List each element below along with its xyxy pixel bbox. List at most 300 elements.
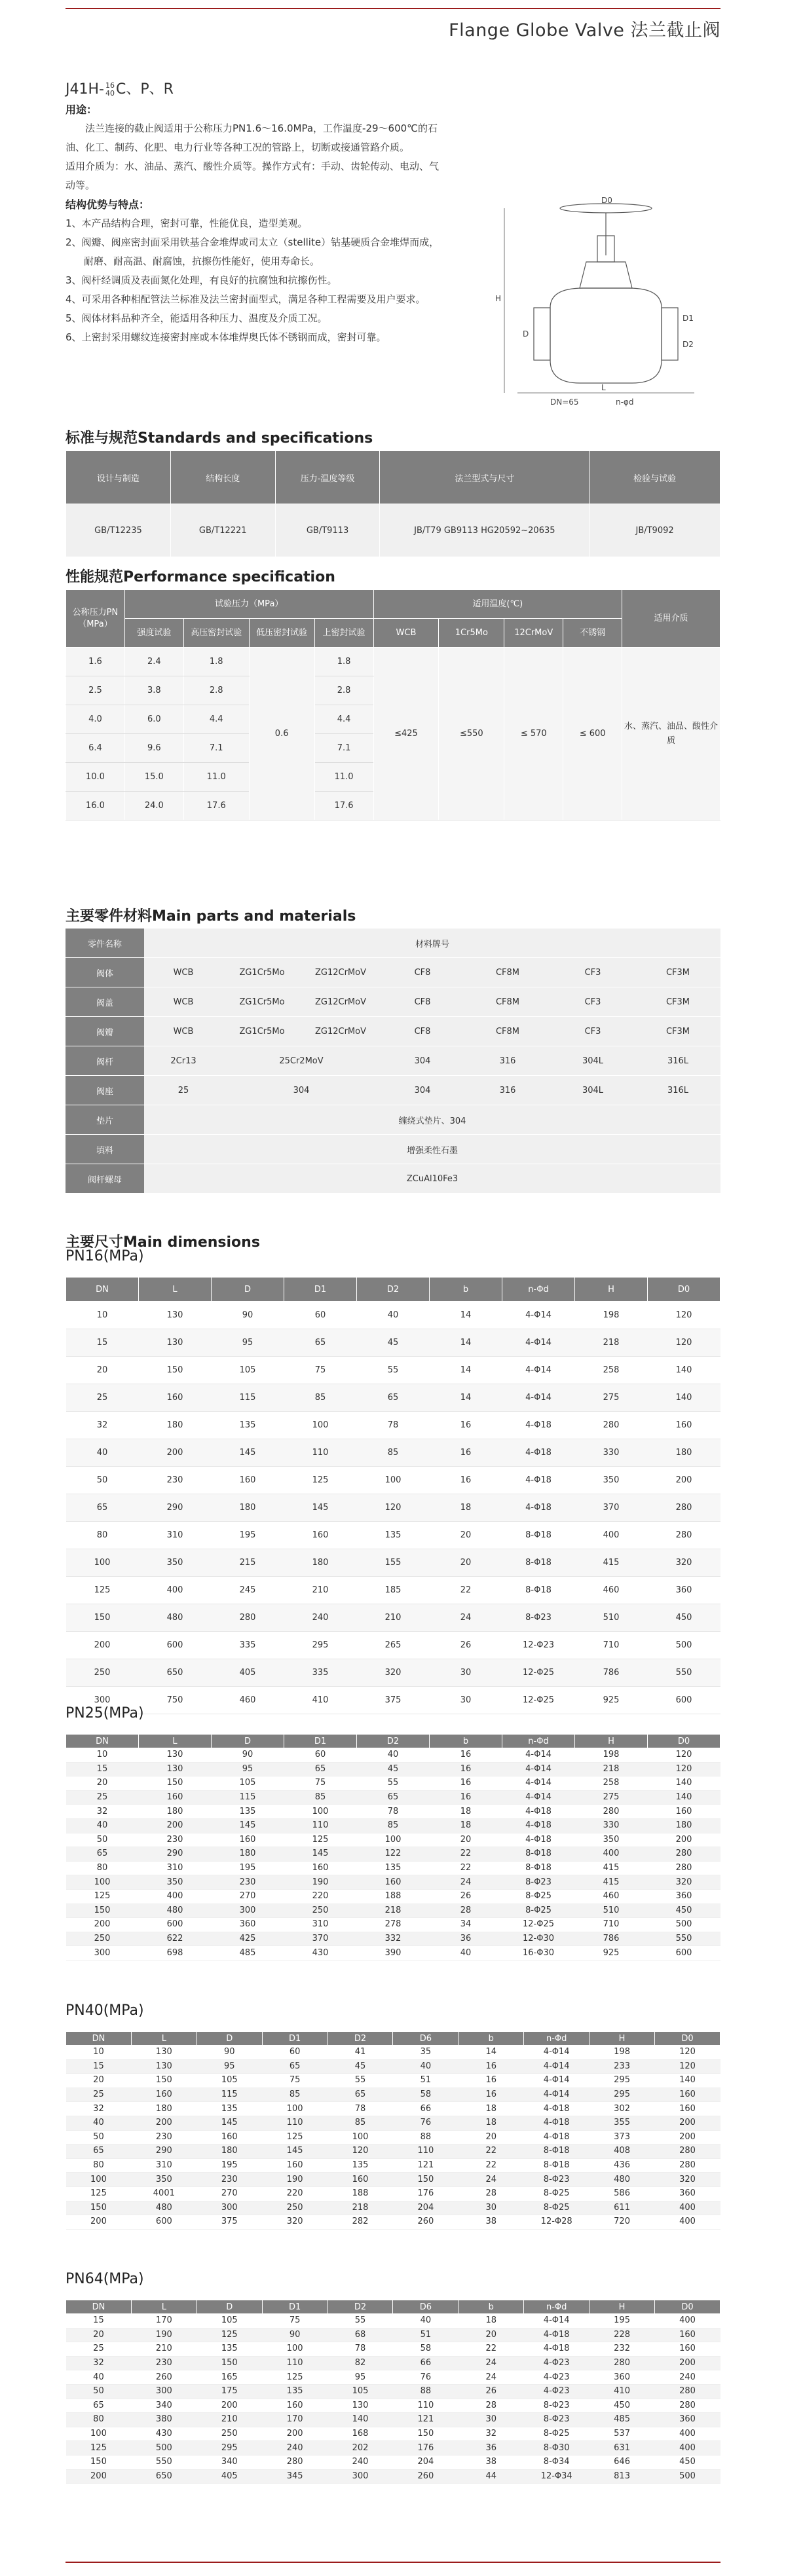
material-value-cell: 304 (380, 1046, 465, 1076)
pn40-cell: 8-Φ23 (524, 2173, 590, 2187)
pn40-cell: 140 (655, 2074, 720, 2088)
pn40-header-cell: D0 (655, 2032, 720, 2046)
pn16-row (66, 1467, 720, 1494)
perf-high-seal-cell: 7.1 (183, 734, 249, 763)
pn25-cell: 10 (66, 1748, 139, 1763)
pn25-cell: 8-Φ18 (502, 1847, 575, 1862)
pn25-cell: 125 (66, 1889, 139, 1904)
pn64-header-cell: D0 (655, 2300, 720, 2314)
pn64-cell: 100 (66, 2427, 132, 2441)
perf-upper-seal-cell: 2.8 (314, 676, 373, 705)
pn64-cell: 300 (131, 2384, 196, 2399)
pn40-cell: 115 (196, 2088, 262, 2102)
pn25-cell: 278 (357, 1918, 430, 1932)
top-divider (66, 8, 720, 9)
std-value-cell: JB/T79 GB9113 HG20592~20635 (380, 504, 590, 557)
perf-subheader-cell: 低压密封试验 (249, 619, 314, 648)
material-row (66, 987, 720, 1017)
pn16-cell: 26 (430, 1632, 502, 1659)
material-value-cell: WCB (144, 958, 223, 987)
pn16-cell: 180 (139, 1412, 212, 1439)
performance-title-cn: 性能规范 (66, 569, 124, 585)
pn16-header-row (66, 1278, 720, 1302)
pn64-row (66, 2427, 720, 2441)
pn16-cell: 12-Φ23 (502, 1632, 575, 1659)
pn16-cell: 650 (139, 1659, 212, 1687)
pn40-row (66, 2102, 720, 2116)
pn25-cell: 100 (284, 1805, 357, 1819)
pn16-cell: 60 (284, 1302, 357, 1329)
pn16-cell: 4-Φ18 (502, 1412, 575, 1439)
pn16-cell: 40 (357, 1302, 430, 1329)
pn25-cell: 28 (430, 1904, 502, 1918)
pn16-row (66, 1687, 720, 1714)
feature-item: 5、阀体材料品种齐全，能适用各种压力、温度及介质工况。 (66, 312, 328, 324)
pn25-cell: 925 (575, 1946, 648, 1960)
perf-subheader-cell: WCB (373, 619, 439, 648)
pn16-cell: 4-Φ14 (502, 1384, 575, 1412)
usage-label: 用途： (66, 103, 98, 116)
pn40-row (66, 2144, 720, 2159)
label-l: L (601, 383, 606, 392)
pn25-cell: 8-Φ25 (502, 1904, 575, 1918)
pn40-cell: 41 (328, 2046, 393, 2060)
pn25-header-cell: n-Φd (502, 1735, 575, 1748)
pn64-cell: 150 (66, 2455, 132, 2469)
perf-subheader-cell: 1Cr5Mo (439, 619, 504, 648)
perf-high-seal-cell: 1.8 (183, 648, 249, 676)
pn40-cell: 75 (262, 2074, 328, 2088)
pn25-cell: 218 (575, 1762, 648, 1776)
pn25-header-cell: D1 (284, 1735, 357, 1748)
pn40-cell: 295 (590, 2074, 655, 2088)
pn16-cell: 45 (357, 1329, 430, 1357)
material-row (66, 1105, 720, 1135)
pn16-cell: 400 (575, 1522, 648, 1549)
pn16-cell: 295 (284, 1632, 357, 1659)
pn16-cell: 120 (648, 1302, 720, 1329)
pn25-cell: 280 (648, 1847, 720, 1862)
label-d1: D1 (683, 314, 694, 323)
pn16-cell: 160 (648, 1412, 720, 1439)
valve-body (550, 288, 662, 383)
pn64-cell: 200 (66, 2469, 132, 2484)
pn64-cell: 190 (131, 2328, 196, 2342)
pn25-cell: 55 (357, 1776, 430, 1791)
pn64-cell: 170 (262, 2413, 328, 2427)
pn40-header-cell: b (458, 2032, 524, 2046)
pn16-cell: 210 (284, 1577, 357, 1604)
pn40-cell: 10 (66, 2046, 132, 2060)
pn16-cell: 460 (575, 1577, 648, 1604)
pn16-header-cell: L (139, 1278, 212, 1302)
pn25-cell: 550 (648, 1932, 720, 1946)
pn40-cell: 95 (196, 2059, 262, 2074)
standards-header-row (66, 451, 720, 504)
pn40-cell: 204 (393, 2201, 458, 2215)
pn16-cell: 925 (575, 1687, 648, 1714)
standards-title-cn: 标准与规范 (66, 430, 138, 447)
pn64-cell: 160 (655, 2342, 720, 2357)
pn64-cell: 105 (196, 2314, 262, 2328)
pn16-row (66, 1632, 720, 1659)
pn16-cell: 12-Φ25 (502, 1659, 575, 1687)
pn64-cell: 36 (458, 2441, 524, 2456)
pn25-cell: 140 (648, 1790, 720, 1805)
pn16-cell: 50 (66, 1467, 139, 1494)
pn25-cell: 200 (648, 1833, 720, 1847)
pn64-cell: 646 (590, 2455, 655, 2469)
pn25-cell: 710 (575, 1918, 648, 1932)
pn64-cell: 50 (66, 2384, 132, 2399)
pn25-cell: 32 (66, 1805, 139, 1819)
pn40-cell: 150 (66, 2201, 132, 2215)
pn40-cell: 16 (458, 2059, 524, 2074)
pn16-cell: 80 (66, 1522, 139, 1549)
pn40-cell: 190 (262, 2173, 328, 2187)
pn16-cell: 460 (212, 1687, 284, 1714)
pn25-cell: 110 (284, 1818, 357, 1833)
pn25-cell: 622 (139, 1932, 212, 1946)
pn16-cell: 265 (357, 1632, 430, 1659)
material-part-cell: 填料 (66, 1135, 144, 1164)
pn16-cell: 75 (284, 1357, 357, 1384)
pn25-row (66, 1748, 720, 1763)
pn64-cell: 340 (131, 2399, 196, 2413)
material-row (66, 1164, 720, 1194)
perf-temp-cell: ≤ 570 (504, 648, 563, 820)
pn40-header-cell: H (590, 2032, 655, 2046)
pn25-cell: 290 (139, 1847, 212, 1862)
material-value-cell: ZG12CrMoV (301, 1017, 380, 1046)
material-value-cell: 304L (550, 1076, 635, 1105)
pn64-cell: 66 (393, 2356, 458, 2370)
pn16-cell: 290 (139, 1494, 212, 1522)
pn64-cell: 230 (131, 2356, 196, 2370)
pn64-cell: 300 (328, 2469, 393, 2484)
pn40-cell: 233 (590, 2059, 655, 2074)
pn16-cell: 200 (66, 1632, 139, 1659)
pn64-cell: 40 (66, 2370, 132, 2385)
pn64-cell: 110 (262, 2356, 328, 2370)
pn25-cell: 16 (430, 1776, 502, 1791)
pn40-cell: 125 (66, 2186, 132, 2201)
pn40-cell: 400 (655, 2215, 720, 2230)
pn16-cell: 160 (212, 1467, 284, 1494)
perf-media-cell: 水、蒸汽、油品、酸性介质 (622, 648, 720, 820)
pn40-row (66, 2186, 720, 2201)
pn64-cell: 8-Φ23 (524, 2399, 590, 2413)
model-suffix: C、P、R (115, 81, 174, 98)
pn40-cell: 260 (393, 2215, 458, 2230)
pn16-cell: 405 (212, 1659, 284, 1687)
material-part-cell: 阀杆 (66, 1046, 144, 1076)
pn25-cell: 350 (575, 1833, 648, 1847)
pn40-cell: 55 (328, 2074, 393, 2088)
pn40-cell: 16 (458, 2074, 524, 2088)
pn64-cell: 485 (590, 2413, 655, 2427)
pn16-cell: 20 (430, 1522, 502, 1549)
pn16-cell: 210 (357, 1604, 430, 1632)
pn25-cell: 200 (139, 1818, 212, 1833)
perf-high-seal-cell: 17.6 (183, 792, 249, 820)
materials-table (66, 929, 720, 1194)
pn16-cell: 24 (430, 1604, 502, 1632)
pn16-cell: 370 (575, 1494, 648, 1522)
pn64-cell: 82 (328, 2356, 393, 2370)
pn40-cell: 100 (262, 2102, 328, 2116)
pn25-cell: 22 (430, 1847, 502, 1862)
pn16-cell: 400 (139, 1577, 212, 1604)
pn40-cell: 60 (262, 2046, 328, 2060)
pn64-row (66, 2441, 720, 2456)
page-title: Flange Globe Valve 法兰截止阀 (449, 20, 720, 41)
pn16-cell: 120 (648, 1329, 720, 1357)
material-value-cell: 316 (465, 1076, 550, 1105)
feature-item: 2、阀瓣、阀座密封面采用铁基合金堆焊或司太立（stellite）钴基硬质合金堆焊而成，耐磨、耐高温、耐腐蚀，抗擦伤性能好，使用寿命长。 (66, 236, 440, 267)
pn16-cell: 375 (357, 1687, 430, 1714)
pn25-cell: 150 (66, 1904, 139, 1918)
standards-title (66, 427, 373, 447)
pn64-cell: 210 (131, 2342, 196, 2357)
pn25-cell: 160 (139, 1790, 212, 1805)
pn16-cell: 12-Φ25 (502, 1687, 575, 1714)
perf-h-test: 试验压力（MPa） (124, 590, 373, 619)
pn64-cell: 550 (131, 2455, 196, 2469)
pn16-cell: 105 (212, 1357, 284, 1384)
pn64-header-cell: D1 (262, 2300, 328, 2314)
pn16-header-cell: D0 (648, 1278, 720, 1302)
pn40-cell: 20 (458, 2130, 524, 2144)
pn16-row (66, 1494, 720, 1522)
pn40-cell: 22 (458, 2158, 524, 2173)
pn25-cell: 145 (212, 1818, 284, 1833)
pn16-cell: 230 (139, 1467, 212, 1494)
pn40-header-row (66, 2032, 720, 2046)
pn64-cell: 8-Φ30 (524, 2441, 590, 2456)
pn25-cell: 400 (575, 1847, 648, 1862)
pn64-cell: 400 (655, 2314, 720, 2328)
bonnet (580, 262, 632, 288)
pn40-cell: 28 (458, 2186, 524, 2201)
pn16-row (66, 1659, 720, 1687)
pn16-cell: 200 (139, 1439, 212, 1467)
pn16-row (66, 1412, 720, 1439)
pn16-cell: 15 (66, 1329, 139, 1357)
material-value-cell: 316L (635, 1076, 720, 1105)
pn16-row (66, 1329, 720, 1357)
pn40-cell: 18 (458, 2102, 524, 2116)
pn40-cell: 150 (131, 2074, 196, 2088)
pn25-cell: 20 (66, 1776, 139, 1791)
pn16-cell: 330 (575, 1439, 648, 1467)
pn16-cell: 14 (430, 1302, 502, 1329)
pn25-cell: 360 (648, 1889, 720, 1904)
pn16-cell: 300 (66, 1687, 139, 1714)
perf-pn-cell: 1.6 (66, 648, 125, 676)
pn64-header-cell: b (458, 2300, 524, 2314)
pn40-cell: 200 (655, 2116, 720, 2130)
pn40-cell: 320 (655, 2173, 720, 2187)
pn25-cell: 460 (575, 1889, 648, 1904)
pn25-row (66, 1904, 720, 1918)
pn25-cell: 330 (575, 1818, 648, 1833)
pn64-cell: 240 (328, 2455, 393, 2469)
perf-h-temp: 适用温度(℃) (373, 590, 622, 619)
pn16-header-cell: DN (66, 1278, 139, 1302)
pn64-cell: 75 (262, 2314, 328, 2328)
pn40-cell: 65 (328, 2088, 393, 2102)
pn25-cell: 4-Φ18 (502, 1833, 575, 1847)
pn16-cell: 215 (212, 1549, 284, 1577)
pn25-row (66, 1818, 720, 1833)
usage-text: 法兰连接的截止阀适用于公称压力PN1.6～16.0MPa，工作温度-29～600℃的石油、化工、制药、化肥、电力行业等各种工况的管路上，切断或接通管路介质。 (66, 122, 438, 153)
pn40-cell: 110 (262, 2116, 328, 2130)
feature-item: 4、可采用各种相配管法兰标准及法兰密封面型式，满足各种工程需要及用户要求。 (66, 293, 426, 305)
pn16-cell: 335 (212, 1632, 284, 1659)
performance-body (66, 648, 720, 820)
perf-strength-cell: 9.6 (124, 734, 183, 763)
pn64-cell: 168 (328, 2427, 393, 2441)
pn64-cell: 150 (393, 2427, 458, 2441)
std-header-cell: 检验与试验 (590, 451, 720, 504)
pn40-cell: 373 (590, 2130, 655, 2144)
material-value-cell: 25Cr2MoV (223, 1046, 380, 1076)
pn16-cell: 8-Φ18 (502, 1577, 575, 1604)
pn40-cell: 195 (196, 2158, 262, 2173)
pn16-cell: 25 (66, 1384, 139, 1412)
pn25-cell: 320 (648, 1875, 720, 1890)
pn25-cell: 415 (575, 1861, 648, 1875)
pn40-cell: 8-Φ25 (524, 2201, 590, 2215)
pn25-cell: 85 (357, 1818, 430, 1833)
dimensions-title-en: Main dimensions (123, 1234, 260, 1251)
pn40-cell: 302 (590, 2102, 655, 2116)
performance-title (66, 566, 335, 586)
pn40-row (66, 2059, 720, 2074)
pn40-cell: 320 (262, 2215, 328, 2230)
pn64-cell: 25 (66, 2342, 132, 2357)
pn25-cell: 4-Φ18 (502, 1805, 575, 1819)
pn25-cell: 40 (357, 1748, 430, 1763)
pn64-cell: 280 (655, 2384, 720, 2399)
pn25-cell: 258 (575, 1776, 648, 1791)
pn40-row (66, 2173, 720, 2187)
materials-body (66, 958, 720, 1194)
material-value-cell: CF8M (465, 958, 550, 987)
pn25-cell: 450 (648, 1904, 720, 1918)
pn40-table (66, 2031, 720, 2230)
material-row (66, 1046, 720, 1076)
pn64-cell: 345 (262, 2469, 328, 2484)
pn64-header-cell: D (196, 2300, 262, 2314)
perf-strength-cell: 3.8 (124, 676, 183, 705)
pn64-row (66, 2328, 720, 2342)
pn25-row (66, 1833, 720, 1847)
pn16-cell: 100 (66, 1549, 139, 1577)
pn64-cell: 44 (458, 2469, 524, 2484)
pn40-cell: 600 (131, 2215, 196, 2230)
pn16-cell: 100 (357, 1467, 430, 1494)
pn16-cell: 100 (284, 1412, 357, 1439)
pn16-row (66, 1549, 720, 1577)
pn25-cell: 25 (66, 1790, 139, 1805)
pn64-row (66, 2384, 720, 2399)
pn25-header-cell: L (139, 1735, 212, 1748)
pn40-cell: 125 (262, 2130, 328, 2144)
pn16-cell: 280 (648, 1522, 720, 1549)
pn40-cell: 65 (262, 2059, 328, 2074)
pn16-row (66, 1604, 720, 1632)
pn16-cell: 360 (648, 1577, 720, 1604)
pn40-cell: 8-Φ18 (524, 2144, 590, 2159)
pn16-cell: 240 (284, 1604, 357, 1632)
pn40-cell: 310 (131, 2158, 196, 2173)
pn64-cell: 24 (458, 2370, 524, 2385)
pn25-cell: 4-Φ14 (502, 1748, 575, 1763)
pn40-cell: 350 (131, 2173, 196, 2187)
pn16-cell: 4-Φ14 (502, 1329, 575, 1357)
performance-table (66, 589, 720, 820)
pn25-cell: 75 (284, 1776, 357, 1791)
pn25-cell: 332 (357, 1932, 430, 1946)
pn25-row (66, 1946, 720, 1960)
pn64-cell: 175 (196, 2384, 262, 2399)
pn64-cell: 160 (655, 2328, 720, 2342)
pn40-header-cell: D6 (393, 2032, 458, 2046)
perf-subheader-cell: 上密封试验 (314, 619, 373, 648)
pn16-cell: 258 (575, 1357, 648, 1384)
pn40-cell: 45 (328, 2059, 393, 2074)
pn16-cell: 155 (357, 1549, 430, 1577)
pn40-cell: 50 (66, 2130, 132, 2144)
material-row (66, 1076, 720, 1105)
pn40-cell: 121 (393, 2158, 458, 2173)
material-value-cell: 316L (635, 1046, 720, 1076)
pn16-cell: 130 (139, 1302, 212, 1329)
pn16-cell: 145 (284, 1494, 357, 1522)
pn64-cell: 15 (66, 2314, 132, 2328)
pn64-cell: 68 (328, 2328, 393, 2342)
pn25-row (66, 1790, 720, 1805)
pn64-cell: 90 (262, 2328, 328, 2342)
perf-upper-seal-cell: 11.0 (314, 763, 373, 792)
perf-upper-seal-cell: 17.6 (314, 792, 373, 820)
material-value-cell: ZG12CrMoV (301, 958, 380, 987)
pn40-cell: 100 (328, 2130, 393, 2144)
pn16-cell: 280 (212, 1604, 284, 1632)
pn25-title: PN25(MPa) (66, 1705, 144, 1721)
pn25-row (66, 1889, 720, 1904)
pn16-row (66, 1439, 720, 1467)
pn40-header-cell: n-Φd (524, 2032, 590, 2046)
material-value-cell: CF8M (465, 987, 550, 1017)
material-row (66, 1017, 720, 1046)
pn64-cell: 295 (196, 2441, 262, 2456)
pn64-cell: 240 (262, 2441, 328, 2456)
pn16-cell: 110 (284, 1439, 357, 1467)
pn64-cell: 58 (393, 2342, 458, 2357)
pn40-cell: 280 (655, 2144, 720, 2159)
pn64-cell: 200 (655, 2356, 720, 2370)
pn25-cell: 4-Φ14 (502, 1776, 575, 1791)
pn25-row (66, 1847, 720, 1862)
pn25-table (66, 1734, 720, 1960)
pn25-cell: 270 (212, 1889, 284, 1904)
pn25-cell: 190 (284, 1875, 357, 1890)
pn25-cell: 135 (357, 1861, 430, 1875)
pn16-cell: 250 (66, 1659, 139, 1687)
